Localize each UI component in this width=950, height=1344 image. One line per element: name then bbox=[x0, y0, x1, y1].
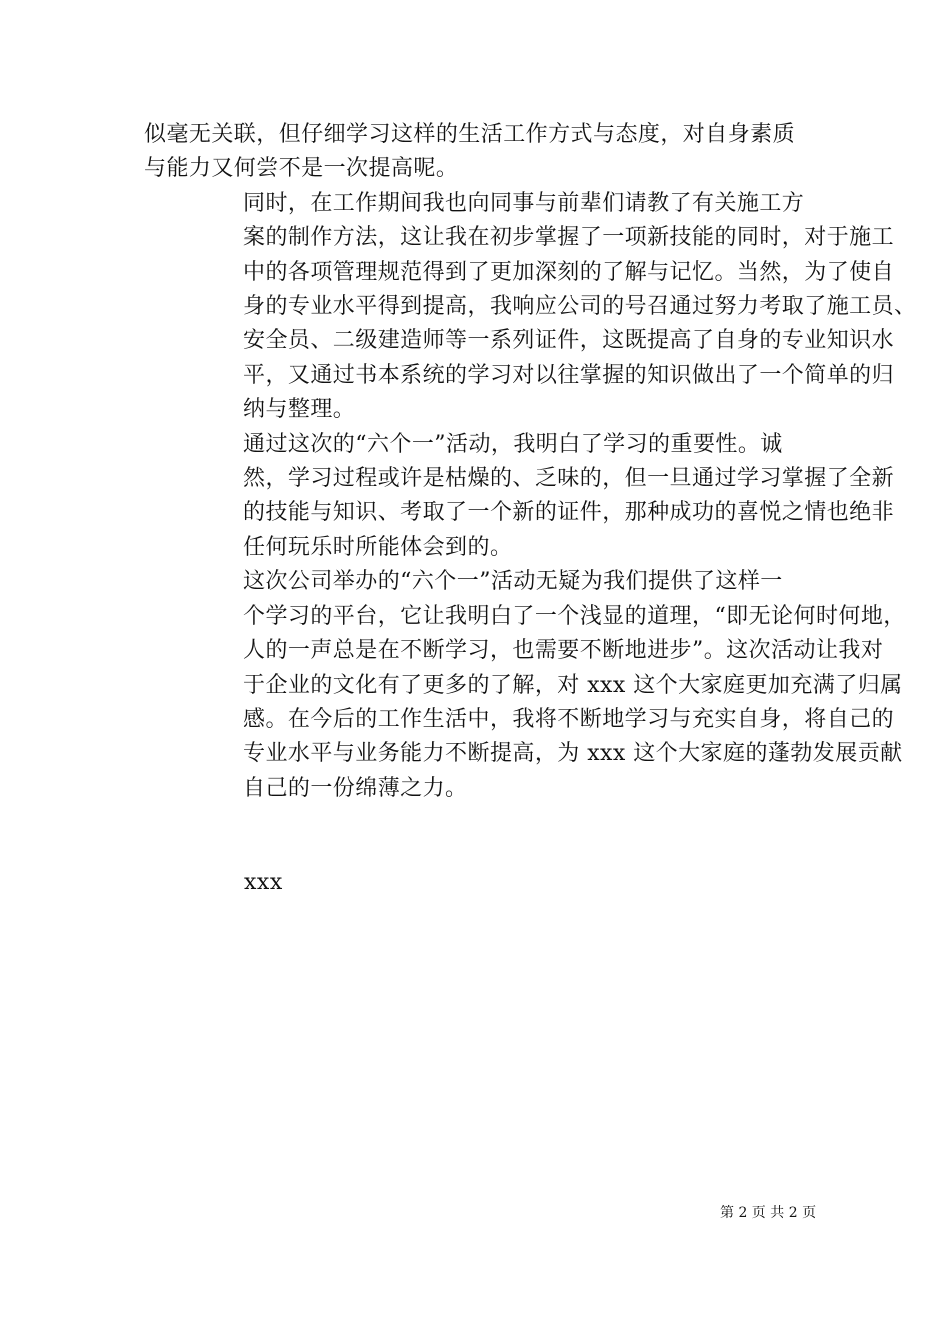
page-footer: 第 2 页 共 2 页 bbox=[720, 1205, 817, 1221]
text-line: 通过这次的“六个一”活动，我明白了学习的重要性。诚 bbox=[243, 431, 783, 457]
text-line: 人的一声总是在不断学习，也需要不断地进步”。这次活动让我对 bbox=[243, 638, 884, 664]
text-line: 这次公司举办的“六个一”活动无疑为我们提供了这样一 bbox=[243, 569, 783, 595]
text-line: 同时，在工作期间我也向同事与前辈们请教了有关施工方 bbox=[243, 190, 805, 216]
text-line: 个学习的平台，它让我明白了一个浅显的道理，“即无论何时何地， bbox=[243, 603, 906, 629]
text-line: 与能力又何尝不是一次提高呢。 bbox=[144, 156, 459, 182]
text-line: 自己的一份绵薄之力。 bbox=[243, 775, 468, 801]
text-line: 身的专业水平得到提高，我响应公司的号召通过努力考取了施工员、 bbox=[243, 294, 917, 320]
text-line: 于企业的文化有了更多的了解，对 xxx 这个大家庭更加充满了归属 bbox=[243, 672, 903, 698]
text-line: 安全员、二级建造师等一系列证件，这既提高了自身的专业知识水 bbox=[243, 328, 895, 354]
text-line: 似毫无关联，但仔细学习这样的生活工作方式与态度，对自身素质 bbox=[144, 122, 796, 147]
text-line: 专业水平与业务能力不断提高，为 xxx 这个大家庭的蓬勃发展贡献 bbox=[243, 741, 903, 767]
text-line: 中的各项管理规范得到了更加深刻的了解与记忆。当然，为了使自 bbox=[243, 259, 895, 285]
paragraph-4 bbox=[144, 565, 906, 806]
text-line: 平，又通过书本系统的学习对以往掌握的知识做出了一个简单的归 bbox=[243, 362, 895, 388]
text-line: 案的制作方法，这让我在初步掌握了一项新技能的同时，对于施工 bbox=[243, 225, 895, 251]
paragraph-2 bbox=[144, 187, 917, 428]
document-body bbox=[144, 118, 917, 806]
text-line: 的技能与知识、考取了一个新的证件，那种成功的喜悦之情也绝非 bbox=[243, 500, 895, 526]
text-line: 纳与整理。 bbox=[243, 397, 356, 423]
signature: xxx bbox=[244, 870, 283, 895]
paragraph-3 bbox=[144, 428, 895, 566]
text-line: 然，学习过程或许是枯燥的、乏味的，但一旦通过学习掌握了全新 bbox=[243, 466, 895, 492]
paragraph-1 bbox=[144, 118, 808, 187]
text-line: 任何玩乐时所能体会到的。 bbox=[243, 534, 513, 560]
text-line: 感。在今后的工作生活中，我将不断地学习与充实自身，将自己的 bbox=[243, 706, 895, 732]
